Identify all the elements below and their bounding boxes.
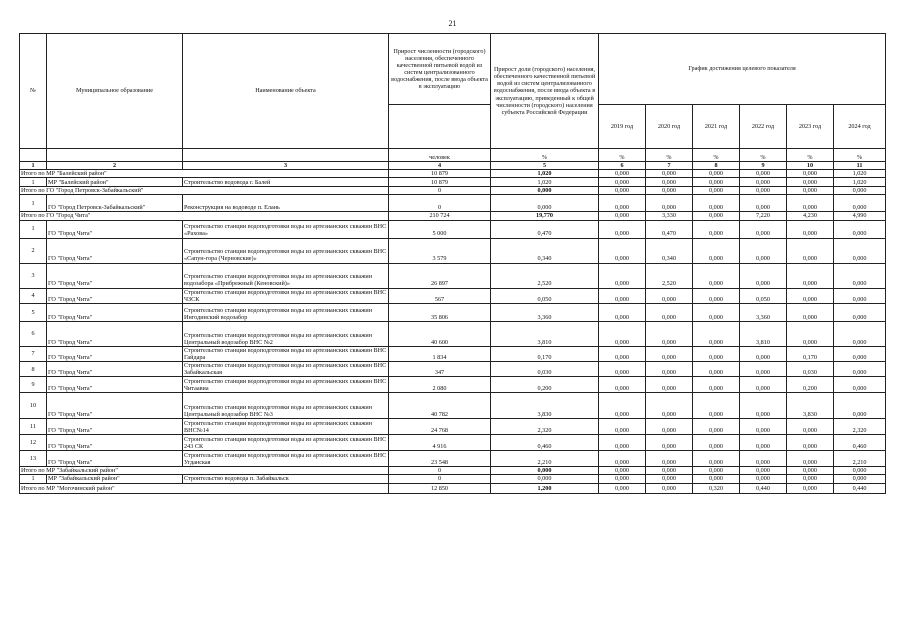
year-value-cell: 0,000 xyxy=(693,288,740,303)
table-row xyxy=(20,288,886,303)
row-number: 1 xyxy=(20,178,47,187)
growth-count-cell: 40 600 xyxy=(389,321,491,346)
year-value-cell: 0,000 xyxy=(834,288,886,303)
growth-count-cell: 347 xyxy=(389,362,491,377)
header-year: 2024 год xyxy=(834,105,886,149)
municipality-cell: ГО "Город Чита" xyxy=(47,263,183,288)
growth-share-cell: 0,000 xyxy=(491,195,599,212)
year-value-cell: 0,000 xyxy=(834,393,886,419)
table-row xyxy=(20,419,886,435)
summary-label: Итого по МР "Забайкальский район" xyxy=(20,467,389,475)
year-value-cell: 0,000 xyxy=(646,195,693,212)
year-value-cell: 0,000 xyxy=(834,475,886,483)
growth-count-cell: 3 579 xyxy=(389,238,491,263)
year-value-cell: 0,000 xyxy=(740,238,787,263)
year-value-cell: 0,000 xyxy=(787,187,834,195)
growth-share-cell: 1,200 xyxy=(491,483,599,493)
year-value-cell: 0,000 xyxy=(646,419,693,435)
municipality-cell: ГО "Город Чита" xyxy=(47,377,183,393)
growth-share-cell: 1,020 xyxy=(491,178,599,187)
object-cell: Строительство станции водоподготовки воды из артезианских скважин ВНС «Сапун-гора (Черновские)» xyxy=(183,238,389,263)
growth-share-cell: 19,770 xyxy=(491,212,599,220)
year-value-cell: 0,000 xyxy=(599,321,646,346)
growth-share-cell: 0,030 xyxy=(491,362,599,377)
object-cell: Строительство водовода г. Балей xyxy=(183,178,389,187)
year-value-cell: 0,000 xyxy=(599,467,646,475)
header-growth-count: Прирост численности (городского) населения, обеспеченного качественной питьевой водой из систем централизованного водоснабжения, после ввода объекта в эксплуатацию xyxy=(389,34,491,105)
column-number: 10 xyxy=(787,162,834,170)
column-number: 8 xyxy=(693,162,740,170)
table-row xyxy=(20,303,886,321)
year-value-cell: 0,000 xyxy=(787,419,834,435)
growth-share-cell: 0,200 xyxy=(491,377,599,393)
growth-count-cell: 10 879 xyxy=(389,170,491,178)
table-row xyxy=(20,451,886,467)
summary-label: Итого по МР "Балейский район" xyxy=(20,170,389,178)
year-value-cell: 0,000 xyxy=(834,238,886,263)
year-value-cell: 0,000 xyxy=(693,321,740,346)
year-value-cell: 0,000 xyxy=(787,467,834,475)
year-value-cell: 0,000 xyxy=(740,346,787,361)
row-number: 7 xyxy=(20,346,47,361)
year-value-cell: 0,000 xyxy=(599,170,646,178)
year-value-cell: 0,000 xyxy=(834,303,886,321)
growth-count-cell: 0 xyxy=(389,475,491,483)
object-cell: Строительство станции водоподготовки воды из артезианских скважин ВНС «Рахова» xyxy=(183,220,389,238)
row-number: 9 xyxy=(20,377,47,393)
table-row xyxy=(20,362,886,377)
summary-label: Итого по ГО "Город Чита" xyxy=(20,212,389,220)
year-value-cell: 0,000 xyxy=(599,212,646,220)
year-value-cell: 0,000 xyxy=(646,451,693,467)
municipality-cell: ГО "Город Чита" xyxy=(47,362,183,377)
year-value-cell: 0,000 xyxy=(599,303,646,321)
unit-percent: % xyxy=(491,149,599,162)
year-value-cell: 0,000 xyxy=(693,435,740,451)
year-value-cell: 0,000 xyxy=(834,377,886,393)
year-value-cell: 0,460 xyxy=(834,435,886,451)
year-value-cell: 0,000 xyxy=(787,483,834,493)
municipality-cell: ГО "Город Петровск-Забайкальский" xyxy=(47,195,183,212)
municipality-cell: ГО "Город Чита" xyxy=(47,451,183,467)
growth-share-cell: 3,830 xyxy=(491,393,599,419)
year-value-cell: 0,000 xyxy=(740,377,787,393)
year-value-cell: 0,000 xyxy=(693,377,740,393)
column-number: 6 xyxy=(599,162,646,170)
year-value-cell: 0,000 xyxy=(693,393,740,419)
row-number: 3 xyxy=(20,263,47,288)
year-value-cell: 0,440 xyxy=(740,483,787,493)
year-value-cell: 0,000 xyxy=(740,178,787,187)
object-cell: Строительство станции водоподготовки воды из артезианских скважин водозабора «Прибрежный (Кеновский)» xyxy=(183,263,389,288)
year-value-cell: 0,000 xyxy=(834,346,886,361)
unit-percent: % xyxy=(740,149,787,162)
table-row xyxy=(20,377,886,393)
year-value-cell: 0,000 xyxy=(834,187,886,195)
summary-label: Итого по ГО "Город Петровск-Забайкальский" xyxy=(20,187,389,195)
row-number: 11 xyxy=(20,419,47,435)
growth-count-cell: 26 897 xyxy=(389,263,491,288)
growth-share-cell: 0,050 xyxy=(491,288,599,303)
year-value-cell: 0,000 xyxy=(646,393,693,419)
row-number: 1 xyxy=(20,220,47,238)
year-value-cell: 0,000 xyxy=(693,346,740,361)
header-growth-count-cont xyxy=(389,105,491,149)
year-value-cell: 0,000 xyxy=(834,362,886,377)
object-cell: Строительство станции водоподготовки воды из артезианских скважин ВНС Забайкальская xyxy=(183,362,389,377)
year-value-cell: 0,000 xyxy=(646,377,693,393)
table-row xyxy=(20,195,886,212)
municipality-cell: ГО "Город Чита" xyxy=(47,303,183,321)
unit-percent: % xyxy=(834,149,886,162)
growth-share-cell: 0,170 xyxy=(491,346,599,361)
growth-count-cell: 0 xyxy=(389,187,491,195)
unit-percent: % xyxy=(693,149,740,162)
year-value-cell: 0,000 xyxy=(599,187,646,195)
year-value-cell: 0,000 xyxy=(599,419,646,435)
year-value-cell: 1,020 xyxy=(834,178,886,187)
year-value-cell: 0,000 xyxy=(693,195,740,212)
year-value-cell: 0,000 xyxy=(599,195,646,212)
unit-count: человек xyxy=(389,149,491,162)
year-value-cell: 0,000 xyxy=(693,419,740,435)
table-row xyxy=(20,220,886,238)
year-value-cell: 0,000 xyxy=(646,170,693,178)
year-value-cell: 3,830 xyxy=(787,393,834,419)
summary-row xyxy=(20,483,886,493)
municipality-cell: ГО "Город Чита" xyxy=(47,321,183,346)
year-value-cell: 0,000 xyxy=(834,467,886,475)
year-value-cell: 0,000 xyxy=(646,303,693,321)
growth-share-cell: 0,470 xyxy=(491,220,599,238)
year-value-cell: 0,000 xyxy=(740,467,787,475)
column-number: 3 xyxy=(183,162,389,170)
row-number: 6 xyxy=(20,321,47,346)
year-value-cell: 0,000 xyxy=(693,451,740,467)
year-value-cell: 0,000 xyxy=(693,178,740,187)
growth-count-cell: 35 806 xyxy=(389,303,491,321)
year-value-cell: 0,000 xyxy=(787,238,834,263)
municipality-cell: ГО "Город Чита" xyxy=(47,288,183,303)
year-value-cell: 0,000 xyxy=(599,362,646,377)
year-value-cell: 0,000 xyxy=(787,451,834,467)
year-value-cell: 0,000 xyxy=(693,212,740,220)
table-body xyxy=(20,170,886,493)
table-row xyxy=(20,435,886,451)
object-cell: Строительство станции водоподготовки воды из артезианских скважин ВНС 243 СК xyxy=(183,435,389,451)
year-value-cell: 0,000 xyxy=(740,419,787,435)
table-row xyxy=(20,321,886,346)
year-value-cell: 0,000 xyxy=(834,321,886,346)
year-value-cell: 0,000 xyxy=(740,362,787,377)
year-value-cell: 0,000 xyxy=(693,187,740,195)
year-value-cell: 0,000 xyxy=(740,263,787,288)
municipality-cell: ГО "Город Чита" xyxy=(47,419,183,435)
year-value-cell: 0,000 xyxy=(646,435,693,451)
unit-percent: % xyxy=(646,149,693,162)
row-number: 2 xyxy=(20,238,47,263)
year-value-cell: 0,000 xyxy=(646,467,693,475)
year-value-cell: 0,000 xyxy=(599,238,646,263)
year-value-cell: 0,000 xyxy=(834,195,886,212)
year-value-cell: 2,210 xyxy=(834,451,886,467)
table-row xyxy=(20,238,886,263)
object-cell: Строительство станции водоподготовки воды из артезианских скважин ВНС Читаавиа xyxy=(183,377,389,393)
table-row xyxy=(20,346,886,361)
object-cell: Строительство станции водоподготовки воды из артезианских скважин ВНС№14 xyxy=(183,419,389,435)
growth-count-cell: 5 000 xyxy=(389,220,491,238)
year-value-cell: 0,000 xyxy=(646,187,693,195)
object-cell: Строительство станции водоподготовки воды из артезианских скважин Центральный водозабор ВНС №2 xyxy=(183,321,389,346)
municipality-cell: ГО "Город Чита" xyxy=(47,220,183,238)
growth-count-cell: 1 834 xyxy=(389,346,491,361)
year-value-cell: 0,000 xyxy=(787,170,834,178)
year-value-cell: 0,000 xyxy=(599,451,646,467)
year-value-cell: 0,000 xyxy=(787,195,834,212)
year-value-cell: 0,000 xyxy=(787,288,834,303)
row-number: 4 xyxy=(20,288,47,303)
year-value-cell: 0,000 xyxy=(599,393,646,419)
year-value-cell: 0,440 xyxy=(834,483,886,493)
year-value-cell: 0,000 xyxy=(599,346,646,361)
growth-count-cell: 210 724 xyxy=(389,212,491,220)
growth-share-cell: 3,810 xyxy=(491,321,599,346)
header-year: 2021 год xyxy=(693,105,740,149)
year-value-cell: 4,990 xyxy=(834,212,886,220)
year-value-cell: 0,000 xyxy=(599,288,646,303)
year-value-cell: 0,000 xyxy=(693,475,740,483)
row-number: 10 xyxy=(20,393,47,419)
growth-share-cell: 0,000 xyxy=(491,467,599,475)
year-value-cell: 0,000 xyxy=(787,263,834,288)
column-number: 7 xyxy=(646,162,693,170)
year-value-cell: 0,000 xyxy=(599,475,646,483)
year-value-cell: 0,470 xyxy=(646,220,693,238)
row-number: 1 xyxy=(20,475,47,483)
year-value-cell: 0,000 xyxy=(599,377,646,393)
growth-share-cell: 0,000 xyxy=(491,475,599,483)
growth-count-cell: 0 xyxy=(389,467,491,475)
growth-count-cell: 4 916 xyxy=(389,435,491,451)
header-year: 2022 год xyxy=(740,105,787,149)
object-cell: Строительство станции водоподготовки воды из артезианских скважин Ингодинский водозабор xyxy=(183,303,389,321)
year-value-cell: 0,000 xyxy=(740,475,787,483)
year-value-cell: 0,000 xyxy=(693,303,740,321)
summary-label: Итого по МР "Могочинский район" xyxy=(20,483,389,493)
growth-share-cell: 1,020 xyxy=(491,170,599,178)
year-value-cell: 0,000 xyxy=(834,263,886,288)
year-value-cell: 0,000 xyxy=(646,288,693,303)
header-year: 2023 год xyxy=(787,105,834,149)
header-no: № xyxy=(20,34,47,149)
year-value-cell: 2,520 xyxy=(646,263,693,288)
row-number: 13 xyxy=(20,451,47,467)
year-value-cell: 0,000 xyxy=(693,220,740,238)
object-cell: Строительство станции водоподготовки воды из артезианских скважин ВНС ЧЗСК xyxy=(183,288,389,303)
year-value-cell: 0,000 xyxy=(740,170,787,178)
unit-cell xyxy=(20,149,47,162)
year-value-cell: 0,000 xyxy=(740,187,787,195)
header-growth-share: Прирост доли (городского) населения, обеспеченного качественной питьевой водой из систем централизованного водоснабжения, после ввода объекта в эксплуатацию, приведенный к общей численности (городского) населения субъекта Российской Федерации xyxy=(491,34,599,149)
growth-share-cell: 0,460 xyxy=(491,435,599,451)
year-value-cell: 0,050 xyxy=(740,288,787,303)
year-value-cell: 1,020 xyxy=(834,170,886,178)
page-number: 21 xyxy=(448,19,457,28)
year-value-cell: 3,810 xyxy=(740,321,787,346)
year-value-cell: 0,000 xyxy=(740,393,787,419)
unit-cell xyxy=(47,149,183,162)
growth-share-cell: 2,320 xyxy=(491,419,599,435)
year-value-cell: 0,000 xyxy=(646,346,693,361)
object-cell: Строительство станции водоподготовки воды из артезианских скважин ВНС Угданская xyxy=(183,451,389,467)
year-value-cell: 0,000 xyxy=(740,451,787,467)
row-number: 1 xyxy=(20,195,47,212)
year-value-cell: 0,000 xyxy=(787,435,834,451)
row-number: 8 xyxy=(20,362,47,377)
municipality-cell: ГО "Город Чита" xyxy=(47,238,183,263)
object-cell: Строительство станции водоподготовки воды из артезианских скважин ВНС Гайдара xyxy=(183,346,389,361)
year-value-cell: 0,000 xyxy=(646,321,693,346)
header-object: Наименование объекта xyxy=(183,34,389,149)
growth-share-cell: 2,210 xyxy=(491,451,599,467)
unit-cell xyxy=(183,149,389,162)
year-value-cell: 0,000 xyxy=(693,263,740,288)
growth-count-cell: 567 xyxy=(389,288,491,303)
column-number: 4 xyxy=(389,162,491,170)
column-number: 9 xyxy=(740,162,787,170)
summary-row xyxy=(20,170,886,178)
year-value-cell: 2,320 xyxy=(834,419,886,435)
growth-count-cell: 2 080 xyxy=(389,377,491,393)
year-value-cell: 0,000 xyxy=(599,263,646,288)
year-value-cell: 0,000 xyxy=(740,195,787,212)
row-number: 5 xyxy=(20,303,47,321)
growth-share-cell: 3,360 xyxy=(491,303,599,321)
year-value-cell: 0,000 xyxy=(787,220,834,238)
year-value-cell: 0,000 xyxy=(646,362,693,377)
year-value-cell: 0,000 xyxy=(599,220,646,238)
year-value-cell: 0,000 xyxy=(646,475,693,483)
year-value-cell: 0,000 xyxy=(740,220,787,238)
header-year: 2020 год xyxy=(646,105,693,149)
year-value-cell: 3,360 xyxy=(740,303,787,321)
year-value-cell: 7,220 xyxy=(740,212,787,220)
year-value-cell: 0,170 xyxy=(787,346,834,361)
header-year: 2019 год xyxy=(599,105,646,149)
year-value-cell: 0,000 xyxy=(787,303,834,321)
year-value-cell: 0,000 xyxy=(693,170,740,178)
growth-count-cell: 10 879 xyxy=(389,178,491,187)
object-cell: Строительство водовода п. Забайкальск xyxy=(183,475,389,483)
municipality-cell: ГО "Город Чита" xyxy=(47,435,183,451)
year-value-cell: 0,320 xyxy=(693,483,740,493)
year-value-cell: 0,000 xyxy=(693,362,740,377)
column-number: 1 xyxy=(20,162,47,170)
growth-share-cell: 0,000 xyxy=(491,187,599,195)
growth-share-cell: 2,520 xyxy=(491,263,599,288)
column-number: 11 xyxy=(834,162,886,170)
row-number: 12 xyxy=(20,435,47,451)
unit-percent: % xyxy=(787,149,834,162)
year-value-cell: 0,000 xyxy=(787,321,834,346)
header-municipality: Муниципальное образование xyxy=(47,34,183,149)
table-row xyxy=(20,263,886,288)
column-number: 5 xyxy=(491,162,599,170)
target-indicator-table xyxy=(19,33,886,494)
growth-count-cell: 24 768 xyxy=(389,419,491,435)
summary-row xyxy=(20,467,886,475)
unit-percent: % xyxy=(599,149,646,162)
municipality-cell: МР "Балейский район" xyxy=(47,178,183,187)
year-value-cell: 0,000 xyxy=(599,483,646,493)
year-value-cell: 0,000 xyxy=(787,178,834,187)
year-value-cell: 0,000 xyxy=(787,475,834,483)
table-row xyxy=(20,475,886,483)
municipality-cell: МР "Забайкальский район" xyxy=(47,475,183,483)
municipality-cell: ГО "Город Чита" xyxy=(47,393,183,419)
growth-count-cell: 0 xyxy=(389,195,491,212)
year-value-cell: 0,030 xyxy=(787,362,834,377)
year-value-cell: 0,200 xyxy=(787,377,834,393)
year-value-cell: 0,000 xyxy=(646,178,693,187)
year-value-cell: 0,340 xyxy=(646,238,693,263)
year-value-cell: 4,230 xyxy=(787,212,834,220)
growth-count-cell: 23 548 xyxy=(389,451,491,467)
object-cell: Реконструкция на водоводе п. Елань xyxy=(183,195,389,212)
growth-share-cell: 0,340 xyxy=(491,238,599,263)
year-value-cell: 0,000 xyxy=(834,220,886,238)
growth-count-cell: 12 850 xyxy=(389,483,491,493)
summary-row xyxy=(20,212,886,220)
table-row xyxy=(20,393,886,419)
year-value-cell: 0,000 xyxy=(599,435,646,451)
table-row xyxy=(20,178,886,187)
growth-count-cell: 40 782 xyxy=(389,393,491,419)
year-value-cell: 0,000 xyxy=(740,435,787,451)
object-cell: Строительство станции водоподготовки воды из артезианских скважин Центральный водозабор ВНС №3 xyxy=(183,393,389,419)
summary-row xyxy=(20,187,886,195)
header-schedule: График достижения целевого показателя xyxy=(599,34,886,105)
column-number: 2 xyxy=(47,162,183,170)
year-value-cell: 3,330 xyxy=(646,212,693,220)
year-value-cell: 0,000 xyxy=(693,238,740,263)
year-value-cell: 0,000 xyxy=(646,483,693,493)
year-value-cell: 0,000 xyxy=(693,467,740,475)
municipality-cell: ГО "Город Чита" xyxy=(47,346,183,361)
year-value-cell: 0,000 xyxy=(599,178,646,187)
